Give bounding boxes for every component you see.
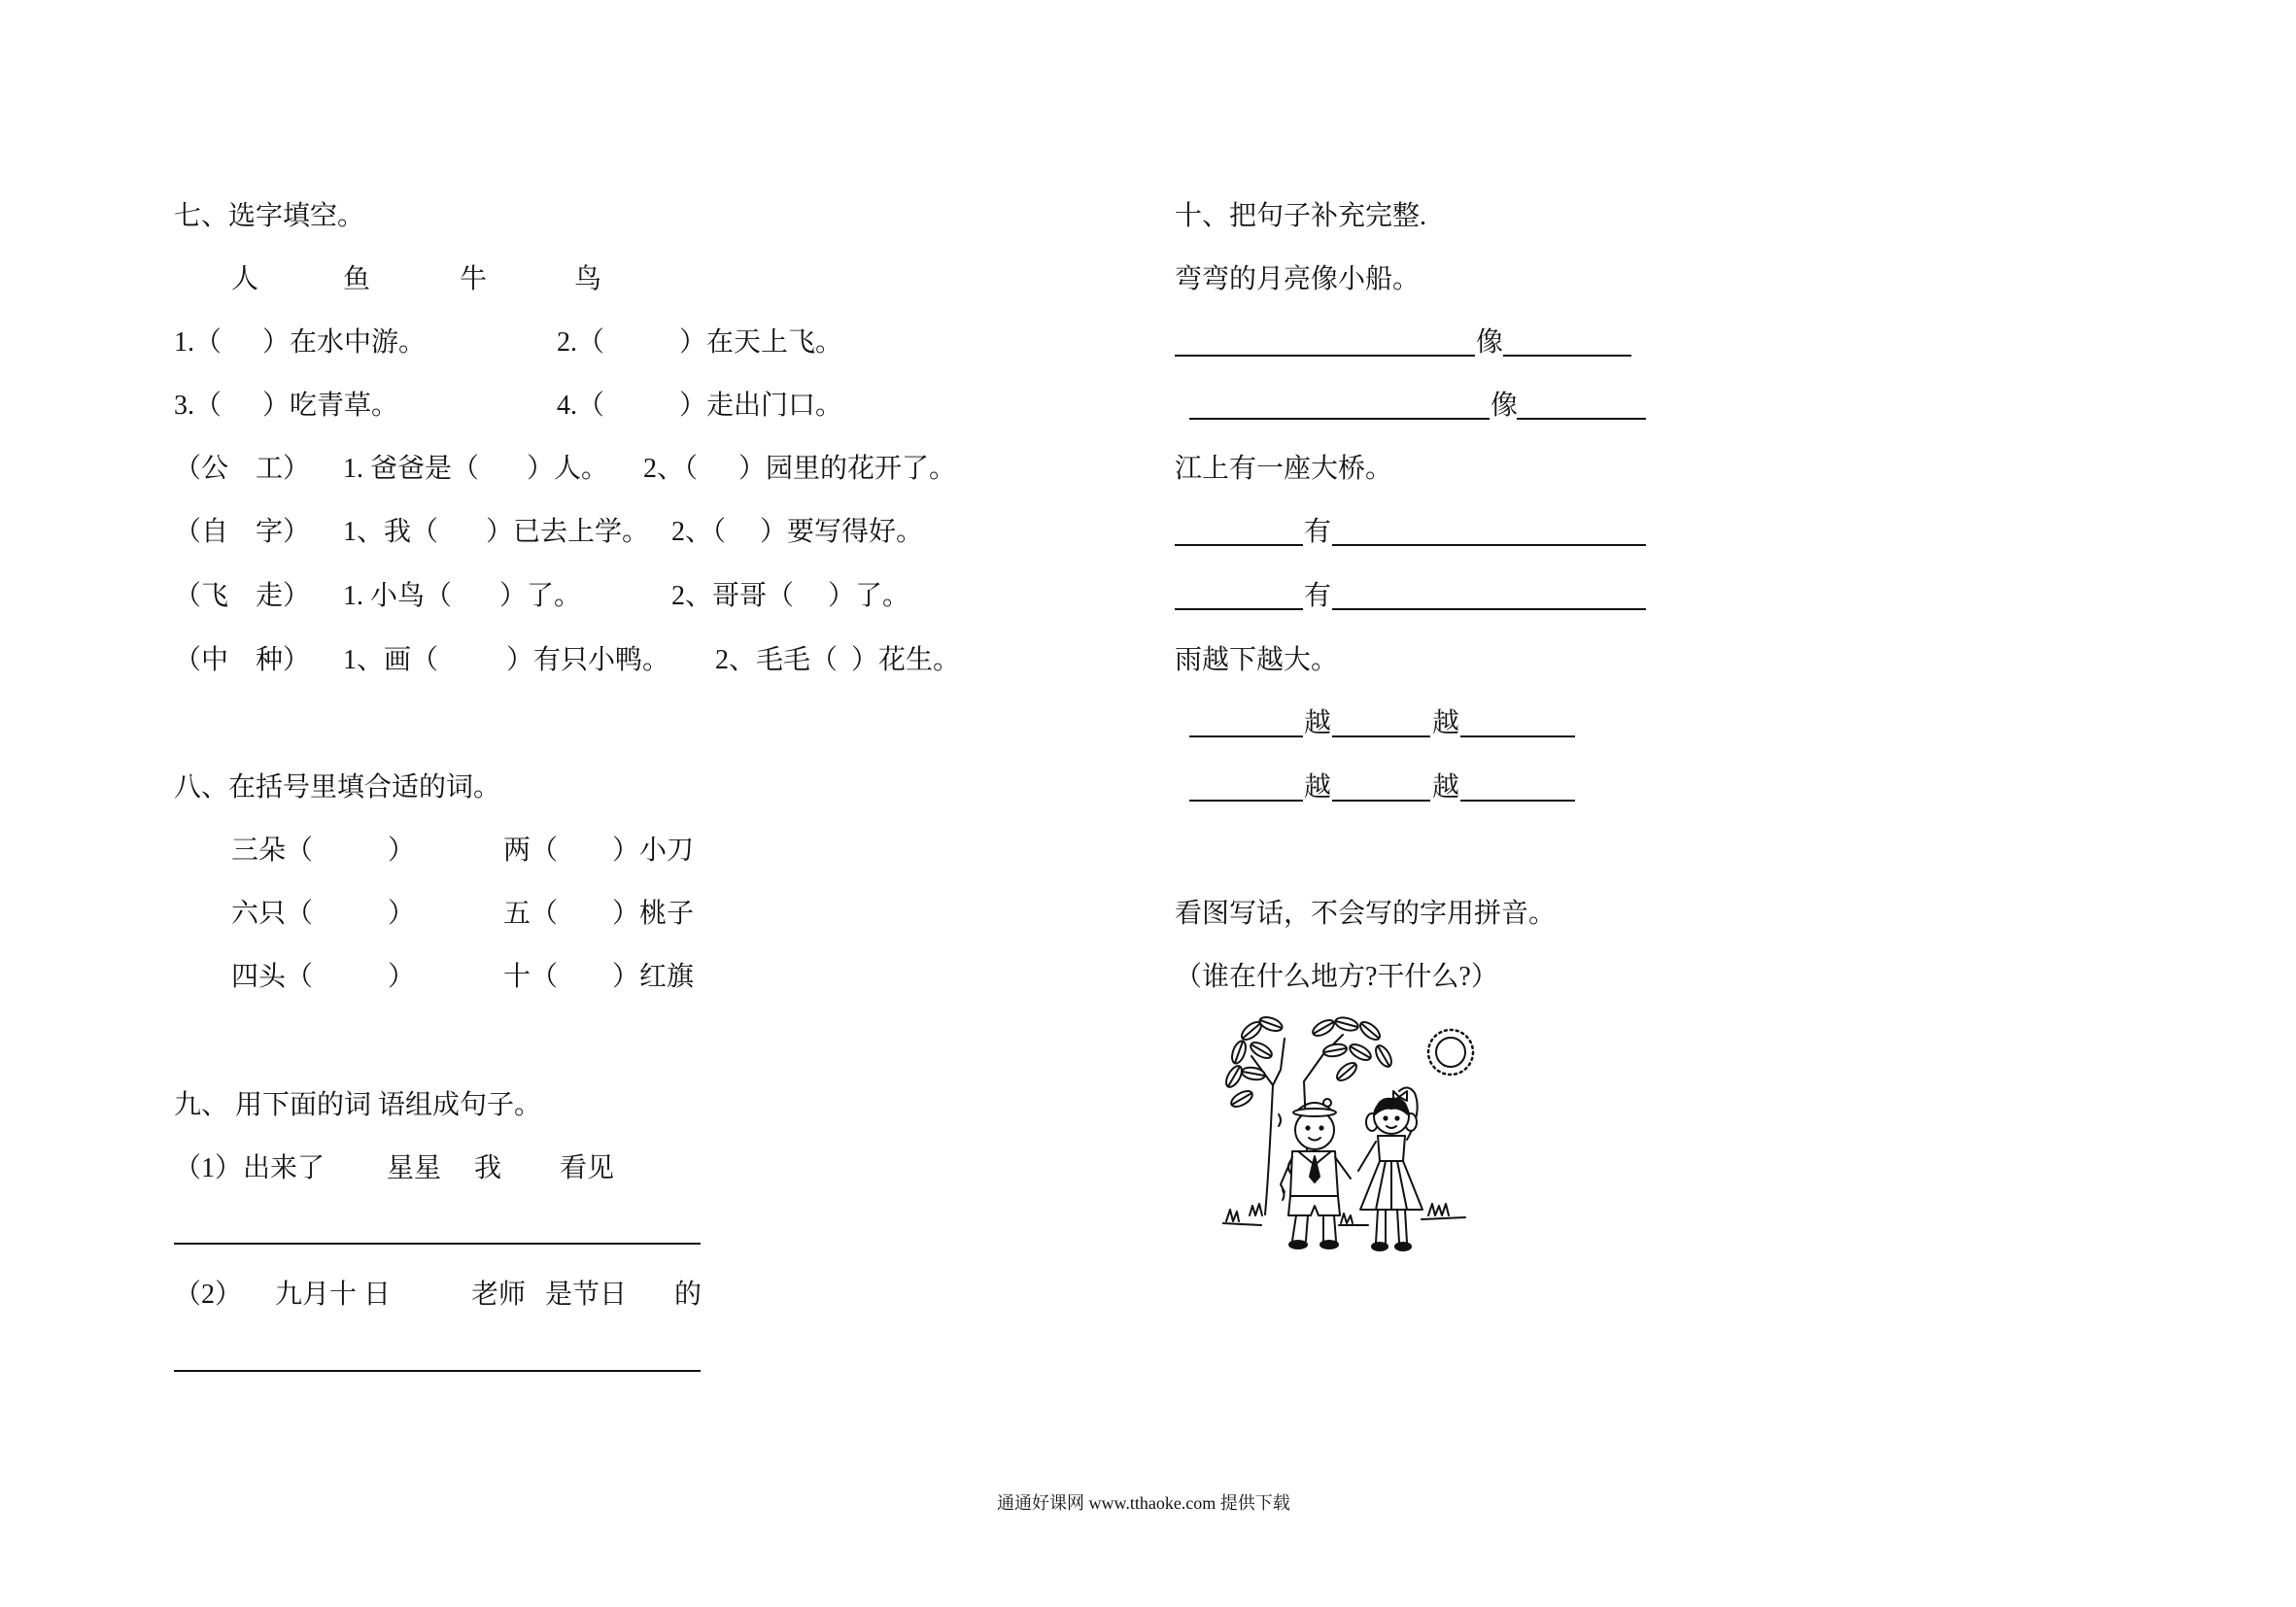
pair-question: 1、画（ ）有只小鸭。 bbox=[343, 645, 670, 675]
word-chip: 出来了 bbox=[243, 1153, 326, 1183]
children-under-tree-illustration bbox=[1222, 1015, 1485, 1263]
word-chip: 老师 bbox=[471, 1280, 527, 1310]
answer-blank bbox=[1503, 355, 1631, 357]
leaf bbox=[1311, 1017, 1337, 1039]
answer-blank bbox=[1332, 608, 1646, 610]
answer-blank bbox=[1189, 800, 1303, 802]
measure-word-item: 六只（ ） bbox=[231, 899, 416, 929]
leaf bbox=[1334, 1015, 1359, 1033]
pair-question: 2、（ ）园里的花开了。 bbox=[643, 454, 957, 484]
word-chip: 我 bbox=[474, 1153, 502, 1183]
measure-word-item: 三朵（ ） bbox=[231, 836, 416, 866]
leaf bbox=[1348, 1042, 1374, 1063]
answer-blank bbox=[1189, 735, 1303, 737]
word-chip: 九月十 日 bbox=[275, 1280, 392, 1310]
example-sentence: 弯弯的月亮像小船。 bbox=[1175, 264, 1421, 294]
connector-word: 越 bbox=[1432, 708, 1460, 738]
connector-word: 有 bbox=[1304, 517, 1332, 547]
answer-blank bbox=[1332, 800, 1430, 802]
example-sentence: 雨越下越大。 bbox=[1175, 645, 1339, 675]
answer-blank bbox=[1175, 544, 1303, 546]
fill-in-question: 1.（ ）在水中游。 bbox=[174, 327, 427, 358]
leaf bbox=[1322, 1043, 1348, 1058]
grass bbox=[1222, 1204, 1465, 1225]
measure-word-item: 五（ ）桃子 bbox=[503, 899, 695, 929]
word-chip: 的 bbox=[674, 1280, 703, 1310]
connector-word: 有 bbox=[1304, 581, 1332, 611]
answer-line bbox=[174, 1370, 701, 1372]
picture-writing-heading: 看图写话，不会写的字用拼音。 bbox=[1175, 899, 1557, 929]
pair-question: 1. 爸爸是（ ）人。 bbox=[343, 454, 609, 484]
answer-blank bbox=[1517, 418, 1646, 420]
leaf bbox=[1357, 1019, 1383, 1043]
word-chip: 星星 bbox=[387, 1153, 442, 1183]
example-sentence: 江上有一座大桥。 bbox=[1175, 454, 1393, 484]
leaf bbox=[1373, 1043, 1394, 1070]
character-pair-choices: （飞 走） bbox=[174, 581, 311, 611]
pair-question: 1. 小鸟（ ）了。 bbox=[343, 581, 582, 611]
answer-blank bbox=[1460, 800, 1575, 802]
character-pair-choices: （公 工） bbox=[174, 454, 311, 484]
word-chip: 是节日 bbox=[545, 1280, 628, 1310]
character-option: 人 bbox=[231, 264, 259, 294]
pair-question: 2、（ ）要写得好。 bbox=[671, 517, 924, 547]
fill-in-question: 2.（ ）在天上飞。 bbox=[557, 327, 843, 358]
section-10-heading: 十、把句子补充完整. bbox=[1175, 201, 1427, 231]
answer-blank bbox=[1175, 355, 1475, 357]
tree-leaves bbox=[1223, 1015, 1394, 1110]
character-option: 鸟 bbox=[574, 264, 602, 294]
word-chip: 看见 bbox=[560, 1153, 615, 1183]
answer-line bbox=[174, 1243, 701, 1245]
connector-word: 像 bbox=[1476, 327, 1504, 358]
connector-word: 越 bbox=[1304, 708, 1332, 738]
section-8-heading: 八、在括号里填合适的词。 bbox=[174, 772, 501, 803]
measure-word-item: 十（ ）红旗 bbox=[503, 962, 695, 992]
leaf bbox=[1334, 1060, 1359, 1084]
sentence-label: （2） bbox=[174, 1280, 243, 1310]
connector-word: 像 bbox=[1491, 391, 1519, 421]
character-option: 鱼 bbox=[343, 264, 371, 294]
connector-word: 越 bbox=[1304, 772, 1332, 803]
footer-credit: 通通好课网 www.tthaoke.com 提供下载 bbox=[997, 1493, 1290, 1513]
answer-blank bbox=[1189, 418, 1490, 420]
pair-question: 2、哥哥（ ）了。 bbox=[671, 581, 910, 611]
pair-question: 1、我（ ）已去上学。 bbox=[343, 517, 650, 547]
fill-in-question: 3.（ ）吃青草。 bbox=[174, 391, 399, 421]
character-pair-choices: （中 种） bbox=[174, 645, 311, 675]
answer-blank bbox=[1175, 608, 1303, 610]
section-7-heading: 七、选字填空。 bbox=[174, 201, 365, 231]
character-option: 牛 bbox=[460, 264, 488, 294]
leaf bbox=[1229, 1040, 1248, 1066]
answer-blank bbox=[1332, 544, 1646, 546]
sun-icon bbox=[1428, 1030, 1473, 1075]
measure-word-item: 四头（ ） bbox=[231, 962, 416, 992]
answer-blank bbox=[1332, 735, 1430, 737]
connector-word: 越 bbox=[1432, 772, 1460, 803]
section-9-heading: 九、 用下面的词 语组成句子。 bbox=[174, 1090, 542, 1120]
pair-question: 2、毛毛（ ）花生。 bbox=[715, 645, 961, 675]
leaf bbox=[1223, 1064, 1245, 1090]
picture-writing-hint: （谁在什么地方?干什么?） bbox=[1175, 962, 1498, 992]
sentence-label: （1） bbox=[174, 1153, 243, 1183]
character-pair-choices: （自 字） bbox=[174, 517, 311, 547]
leaf bbox=[1229, 1088, 1255, 1110]
leaf bbox=[1258, 1015, 1285, 1034]
fill-in-question: 4.（ ）走出门口。 bbox=[557, 391, 843, 421]
leaf bbox=[1241, 1066, 1266, 1081]
answer-blank bbox=[1460, 735, 1575, 737]
measure-word-item: 两（ ）小刀 bbox=[503, 836, 695, 866]
